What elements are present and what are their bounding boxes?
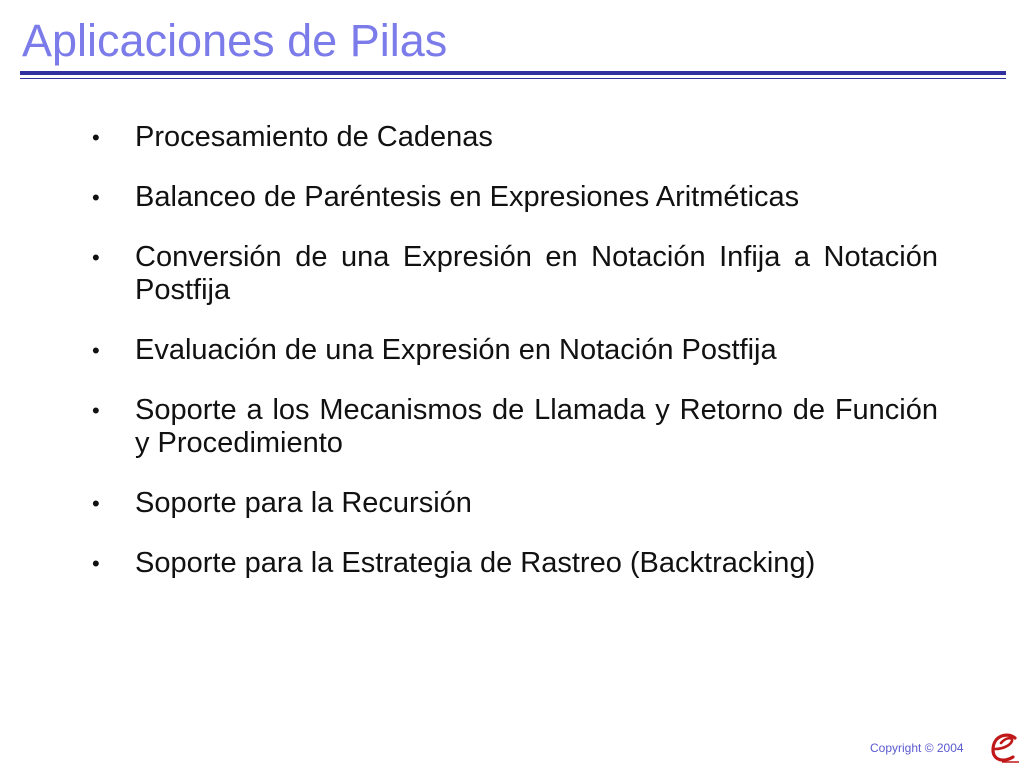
bullet-list bbox=[92, 121, 938, 607]
bullet-text: Soporte para la Recursión bbox=[135, 487, 472, 519]
slide-footer bbox=[850, 735, 1020, 765]
bullet-icon: • bbox=[92, 245, 100, 270]
bullet-item bbox=[92, 334, 938, 367]
bullet-item bbox=[92, 394, 938, 460]
title-underline bbox=[20, 71, 1006, 75]
bullet-icon: • bbox=[92, 338, 100, 363]
bullet-icon: • bbox=[92, 125, 100, 150]
bullet-text: Soporte para la Estrategia de Rastreo (Backtracking) bbox=[135, 547, 816, 579]
title-underline-thin bbox=[20, 78, 1006, 79]
bullet-icon: • bbox=[92, 398, 100, 423]
bullet-text: Procesamiento de Cadenas bbox=[135, 121, 493, 153]
e-logo-icon bbox=[988, 731, 1020, 765]
bullet-item bbox=[92, 241, 938, 307]
bullet-item bbox=[92, 121, 938, 154]
copyright-text: Copyright © 2004 bbox=[870, 741, 964, 755]
bullet-icon: • bbox=[92, 185, 100, 210]
bullet-text: Soporte a los Mecanismos de Llamada y Retorno de Función y Procedimiento bbox=[135, 394, 938, 459]
bullet-item bbox=[92, 487, 938, 520]
bullet-icon: • bbox=[92, 491, 100, 516]
bullet-item bbox=[92, 181, 938, 214]
bullet-text: Conversión de una Expresión en Notación Infija a Notación Postfija bbox=[135, 241, 938, 306]
bullet-text: Balanceo de Paréntesis en Expresiones Aritméticas bbox=[135, 181, 800, 213]
bullet-text: Evaluación de una Expresión en Notación Postfija bbox=[135, 334, 777, 366]
bullet-icon: • bbox=[92, 551, 100, 576]
slide-title: Aplicaciones de Pilas bbox=[22, 15, 448, 66]
bullet-item bbox=[92, 547, 938, 580]
